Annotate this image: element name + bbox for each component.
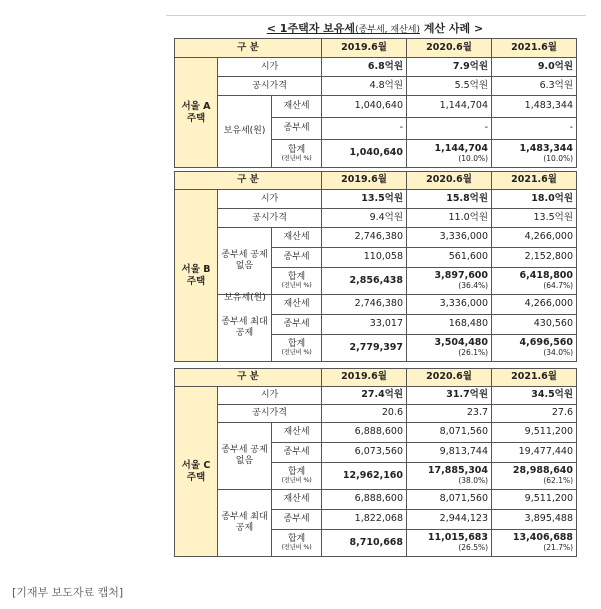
comprehensive-tax-label: 종부세 bbox=[272, 510, 322, 530]
cell: 9,511,200 bbox=[492, 490, 577, 510]
house-label: 서울 C주택 bbox=[175, 387, 218, 557]
cell: 2,746,380 bbox=[322, 295, 407, 315]
cell: 31.7억원 bbox=[407, 387, 492, 405]
cell: 13,406,688 (21.7%) bbox=[492, 530, 577, 557]
comprehensive-tax-label: 종부세 bbox=[272, 315, 322, 335]
cell: 15.8억원 bbox=[407, 190, 492, 209]
cell: 2,944,123 bbox=[407, 510, 492, 530]
cell: 1,822,068 bbox=[322, 510, 407, 530]
header-year: 2021.6월 bbox=[492, 39, 577, 58]
total-label: 합계 (전년비 %) bbox=[272, 268, 322, 295]
comprehensive-tax-label: 종부세 bbox=[272, 248, 322, 268]
cell: 11,015,683 (26.5%) bbox=[407, 530, 492, 557]
total-label: 합계 (전년비 %) bbox=[272, 335, 322, 362]
comprehensive-tax-label: 종부세 bbox=[272, 443, 322, 463]
market-price-label: 시가 bbox=[218, 387, 322, 405]
cell: 34.5억원 bbox=[492, 387, 577, 405]
cell: 561,600 bbox=[407, 248, 492, 268]
cell: 23.7 bbox=[407, 405, 492, 423]
header-year: 2019.6월 bbox=[322, 172, 407, 190]
top-divider bbox=[166, 15, 586, 16]
cell: 18.0억원 bbox=[492, 190, 577, 209]
property-tax-label: 재산세 bbox=[272, 490, 322, 510]
property-tax-row bbox=[175, 490, 577, 510]
cell: 2,152,800 bbox=[492, 248, 577, 268]
cell: 1,144,704 (10.0%) bbox=[407, 140, 492, 168]
property-tax-row bbox=[175, 423, 577, 443]
cell: 19,477,440 bbox=[492, 443, 577, 463]
cell: 2,779,397 bbox=[322, 335, 407, 362]
cell: 6,888,600 bbox=[322, 423, 407, 443]
cell: 6,888,600 bbox=[322, 490, 407, 510]
public-price-label: 공시가격 bbox=[218, 77, 322, 96]
market-price-row bbox=[175, 190, 577, 209]
market-price-row bbox=[175, 58, 577, 77]
cell: 1,144,704 bbox=[407, 96, 492, 118]
public-price-row bbox=[175, 405, 577, 423]
cell: 8,710,668 bbox=[322, 530, 407, 557]
cell: 6,418,800 (64.7%) bbox=[492, 268, 577, 295]
header-label: 구 분 bbox=[175, 39, 322, 58]
cell: 3,336,000 bbox=[407, 228, 492, 248]
header-label: 구 분 bbox=[175, 172, 322, 190]
market-price-label: 시가 bbox=[218, 190, 322, 209]
cell: 33,017 bbox=[322, 315, 407, 335]
cell: 2,856,438 bbox=[322, 268, 407, 295]
header-year: 2021.6월 bbox=[492, 369, 577, 387]
cell: 12,962,160 bbox=[322, 463, 407, 490]
cell: 3,897,600 (36.4%) bbox=[407, 268, 492, 295]
property-tax-row bbox=[175, 228, 577, 248]
header-row bbox=[175, 39, 577, 58]
header-year: 2021.6월 bbox=[492, 172, 577, 190]
cell: 6,073,560 bbox=[322, 443, 407, 463]
cell: 5.5억원 bbox=[407, 77, 492, 96]
market-price-row bbox=[175, 387, 577, 405]
header-row bbox=[175, 369, 577, 387]
cell: 1,483,344 bbox=[492, 96, 577, 118]
max-deduction-label: 종부세 최대공제 bbox=[218, 490, 272, 557]
header-year: 2020.6월 bbox=[407, 39, 492, 58]
no-deduction-label: 종부세 공제없음 bbox=[218, 228, 272, 295]
public-price-label: 공시가격 bbox=[218, 405, 322, 423]
cell: 7.9억원 bbox=[407, 58, 492, 77]
cell: 3,336,000 bbox=[407, 295, 492, 315]
table-house-c bbox=[174, 368, 577, 557]
holding-tax-label-b: 보유세(원) bbox=[224, 293, 266, 303]
max-deduction-label: 종부세 최대공제 bbox=[218, 295, 272, 362]
header-label: 구 분 bbox=[175, 369, 322, 387]
cell: - bbox=[322, 118, 407, 140]
cell: 4,266,000 bbox=[492, 295, 577, 315]
cell: 6.3억원 bbox=[492, 77, 577, 96]
cell: 168,480 bbox=[407, 315, 492, 335]
header-year: 2019.6월 bbox=[322, 39, 407, 58]
cell: 9.0억원 bbox=[492, 58, 577, 77]
table-title: < 1주택자 보유세(종부세, 재산세) 계산 사례 > bbox=[266, 22, 484, 35]
header-year: 2020.6월 bbox=[407, 172, 492, 190]
cell: 4,266,000 bbox=[492, 228, 577, 248]
cell: 430,560 bbox=[492, 315, 577, 335]
market-price-label: 시가 bbox=[218, 58, 322, 77]
header-year: 2020.6월 bbox=[407, 369, 492, 387]
holding-tax-label: 보유세(원) bbox=[218, 96, 272, 168]
cell: 17,885,304 (38.0%) bbox=[407, 463, 492, 490]
property-tax-row bbox=[175, 96, 577, 118]
cell: 3,895,488 bbox=[492, 510, 577, 530]
property-tax-label: 재산세 bbox=[272, 423, 322, 443]
cell: 8,071,560 bbox=[407, 423, 492, 443]
cell: 9,511,200 bbox=[492, 423, 577, 443]
cell: 110,058 bbox=[322, 248, 407, 268]
table-house-b bbox=[174, 171, 577, 362]
cell: 27.4억원 bbox=[322, 387, 407, 405]
public-price-row bbox=[175, 77, 577, 96]
table-house-a bbox=[174, 38, 577, 168]
public-price-label: 공시가격 bbox=[218, 209, 322, 228]
public-price-row bbox=[175, 209, 577, 228]
cell: 28,988,640 (62.1%) bbox=[492, 463, 577, 490]
cell: 2,746,380 bbox=[322, 228, 407, 248]
cell: 3,504,480 (26.1%) bbox=[407, 335, 492, 362]
cell: 1,040,640 bbox=[322, 140, 407, 168]
total-label: 합계 (전년비 %) bbox=[272, 140, 322, 168]
cell: 4,696,560 (34.0%) bbox=[492, 335, 577, 362]
header-row bbox=[175, 172, 577, 190]
property-tax-label: 재산세 bbox=[272, 96, 322, 118]
comprehensive-tax-label: 종부세 bbox=[272, 118, 322, 140]
cell: 27.6 bbox=[492, 405, 577, 423]
cell: 13.5억원 bbox=[322, 190, 407, 209]
total-label: 합계 (전년비 %) bbox=[272, 530, 322, 557]
house-label: 서울 B주택 bbox=[175, 190, 218, 362]
cell: 13.5억원 bbox=[492, 209, 577, 228]
cell: 1,483,344 (10.0%) bbox=[492, 140, 577, 168]
cell: 1,040,640 bbox=[322, 96, 407, 118]
no-deduction-label: 종부세 공제없음 bbox=[218, 423, 272, 490]
house-label: 서울 A주택 bbox=[175, 58, 218, 168]
total-label: 합계 (전년비 %) bbox=[272, 463, 322, 490]
cell: 9.4억원 bbox=[322, 209, 407, 228]
cell: 6.8억원 bbox=[322, 58, 407, 77]
property-tax-label: 재산세 bbox=[272, 295, 322, 315]
cell: 11.0억원 bbox=[407, 209, 492, 228]
source-caption: [기재부 보도자료 캡처] bbox=[12, 586, 124, 599]
header-year: 2019.6월 bbox=[322, 369, 407, 387]
property-tax-label: 재산세 bbox=[272, 228, 322, 248]
cell: 9,813,744 bbox=[407, 443, 492, 463]
cell: 20.6 bbox=[322, 405, 407, 423]
cell: - bbox=[407, 118, 492, 140]
cell: - bbox=[492, 118, 577, 140]
cell: 4.8억원 bbox=[322, 77, 407, 96]
cell: 8,071,560 bbox=[407, 490, 492, 510]
